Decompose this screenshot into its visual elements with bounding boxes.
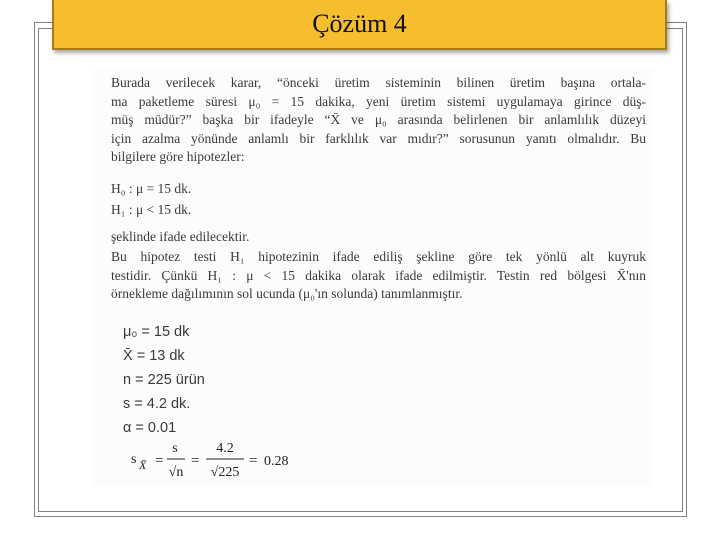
null-hypothesis: H₀ : μ = 15 dk. (111, 181, 192, 196)
given-sample-size: n = 225 ürün (123, 372, 205, 388)
formula-numerator-2: 4.2 (216, 441, 234, 456)
given-sample-mean: X̄ = 13 dk (123, 348, 185, 364)
intro-line: bilgilere göre hipotezler: (111, 149, 245, 165)
explanation-line: testidir. Çünkü H₁ : μ < 15 dakika olarak ifade edilmiştir. Testin red bölgesi X̄'nın (111, 267, 646, 283)
slide-title: Çözüm 4 (312, 9, 407, 38)
formula-numerator-1: s (172, 441, 178, 456)
solution-content (93, 68, 653, 486)
intro-line: için azalma yönünde anlamlı bir farklılık var mıdır?” sorusunun yanıtı olmalıdır. Bu (111, 130, 646, 146)
intro-line: müş müdür?” başka bir ifadeyle “X̄ ve μ₀ arasında belirlenen bir anlamlılık düzeyi (111, 112, 646, 128)
svg-text:=: = (249, 453, 258, 469)
given-alpha: α = 0.01 (123, 420, 177, 436)
intro-line: ma paketleme süresi μ₀ = 15 dakika, yeni üretim sistemi uygulamaya girince düş- (111, 93, 646, 109)
standard-error-formula (131, 439, 331, 481)
formula-result: 0.28 (264, 454, 289, 469)
intro-paragraph (111, 74, 646, 167)
formula-lhs-subscript: X̄ (139, 458, 147, 472)
given-mu0: μ₀ = 15 dk (123, 324, 190, 340)
alternative-hypothesis: H₁ : μ < 15 dk. (111, 202, 192, 217)
test-explanation (111, 248, 646, 304)
formula-denominator-2: √225 (210, 465, 240, 480)
formula-lhs: s (131, 452, 137, 467)
explanation-line: örnekleme dağılımının sol ucunda (μ₀'ın solunda) tanımlanmıştır. (111, 286, 463, 302)
explanation-line: Bu hipotez testi H₁ hipotezinin ifade ediliş şekline göre tek yönlü alt kuyruk (111, 249, 646, 264)
svg-text:=: = (155, 453, 164, 469)
given-std-dev: s = 4.2 dk. (123, 396, 191, 412)
intro-line: Burada verilecek karar, “önceki üretim sisteminin bilinen üretim başına ortala- (111, 75, 646, 90)
title-bar (52, 0, 667, 50)
formula-denominator-1: √n (168, 465, 184, 480)
svg-text:=: = (191, 453, 200, 469)
hypotheses-conclusion: şeklinde ifade edilecektir. (111, 229, 250, 244)
